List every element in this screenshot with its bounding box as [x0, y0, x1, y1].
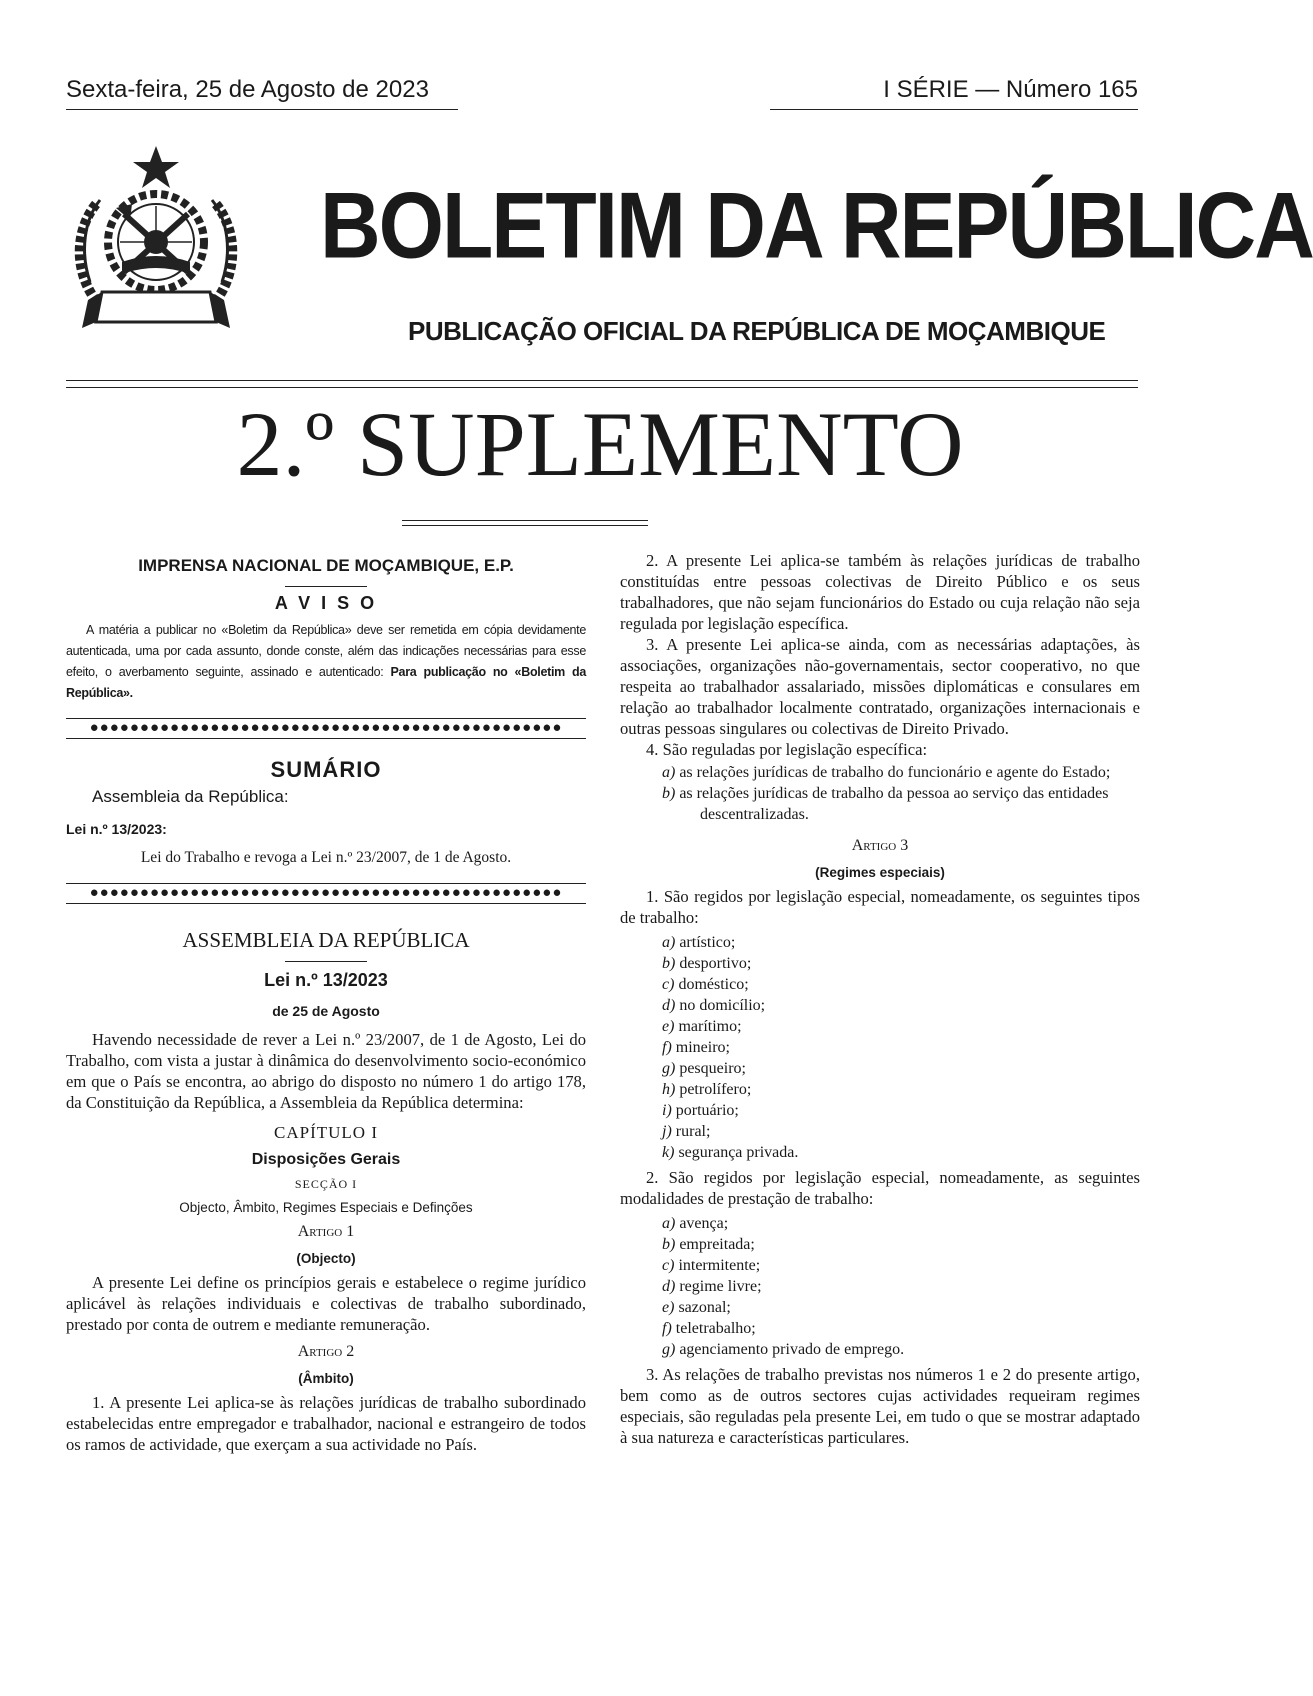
list-item: h) petrolífero; — [662, 1081, 752, 1098]
list-item: b) as relações jurídicas de trabalho da pessoa ao serviço das entidades descentralizadas. — [662, 785, 1109, 823]
notice-bold: Para publicação no «Boletim da República». — [66, 665, 586, 700]
law-date: de 25 de Agosto — [272, 1003, 380, 1019]
masthead-title: BOLETIM DA REPÚBLICA — [320, 172, 1313, 278]
article-number: Artigo 1 — [297, 1223, 355, 1240]
list-item: f) teletrabalho; — [662, 1320, 756, 1337]
article-heading: (Objecto) — [296, 1251, 356, 1266]
summary-law-description: Lei do Trabalho e revoga a Lei n.º 23/2007, de 1 de Agosto. — [140, 849, 512, 866]
list-item: k) segurança privada. — [662, 1144, 799, 1161]
list-item: d) regime livre; — [662, 1278, 762, 1295]
summary-law-number: Lei n.º 13/2023: — [66, 821, 167, 837]
preamble: Havendo necessidade de rever a Lei n.º 23/2007, de 1 de Agosto, Lei do Trabalho, com vista a justar à dinâmica do desenvolvimento socio-económico em que o País se encontra, ao abrigo do disposto no número 1 do artigo 178, da Constituição da República, a Assembleia da República determina: — [66, 1030, 586, 1112]
list-item: c) intermitente; — [662, 1257, 761, 1274]
article-paragraph: 3. A presente Lei aplica-se ainda, com as necessárias adaptações, às associações, organizações não-governamentais, sector cooperativo, no que respeita ao trabalhador assalariado, missões diplomáticas e consulares em relação ao trabalhador localmente contratado, organizações internacionais e outras pessoas singulares ou colectivas de Direito Privado. — [620, 635, 1140, 738]
notice-body: A matéria a publicar no «Boletim da República» deve ser remetida em cópia devidamente autenticada, uma por cada assunto, donde conste, além das indicações necessárias para esse efeito, o averbamento seguinte, assinado e autenticado: — [66, 623, 586, 679]
header-divider — [66, 380, 1138, 388]
national-emblem-icon — [66, 142, 246, 340]
divider — [285, 586, 367, 587]
list-item: e) sazonal; — [662, 1299, 731, 1316]
article-heading: (Regimes especiais) — [815, 865, 945, 880]
article-number: Artigo 2 — [297, 1343, 355, 1360]
section-title: Objecto, Âmbito, Regimes Especiais e Definções — [179, 1200, 473, 1215]
list-item: a) avença; — [662, 1215, 729, 1232]
list — [620, 762, 1140, 825]
law-title: Lei n.º 13/2023 — [264, 970, 388, 990]
right-column — [620, 550, 1140, 1448]
dot-divider: ●●●●●●●●●●●●●●●●●●●●●●●●●●●●●●●●●●●●●●●●●●●●●●● — [66, 718, 586, 739]
list-item: j) rural; — [662, 1123, 711, 1140]
article-paragraph: 3. As relações de trabalho previstas nos números 1 e 2 do presente artigo, bem como as de outros sectores cujas actividades requeiram regimes especiais, são reguladas pela presente Lei, em tudo o que se mostrar adaptado à sua natureza e características particulares. — [620, 1365, 1140, 1447]
issue-date: Sexta-feira, 25 de Agosto de 2023 — [66, 76, 458, 110]
summary-assembly: Assembleia da República: — [92, 787, 289, 806]
article-paragraph: 4. São reguladas por legislação específica: — [646, 740, 928, 759]
chapter-title: Disposições Gerais — [251, 1151, 401, 1168]
list-item: a) as relações jurídicas de trabalho do funcionário e agente do Estado; — [662, 764, 1111, 781]
list-item: e) marítimo; — [662, 1018, 742, 1035]
article-paragraph: 1. São regidos por legislação especial, nomeadamente, os seguintes tipos de trabalho: — [620, 887, 1140, 927]
list — [620, 932, 1140, 1163]
supplement-divider — [402, 520, 648, 526]
list-item: i) portuário; — [662, 1102, 739, 1119]
list-item: g) pesqueiro; — [662, 1060, 746, 1077]
article-text: A presente Lei define os princípios gerais e estabelece o regime jurídico aplicável às relações individuais e colectivas de trabalho subordinado, prestado por conta de outrem e mediante remuneração. — [66, 1273, 586, 1334]
left-column — [66, 550, 586, 1455]
list-item: b) empreitada; — [662, 1236, 755, 1253]
list-item: f) mineiro; — [662, 1039, 730, 1056]
chapter-heading: CAPÍTULO I — [274, 1123, 378, 1142]
list-item: d) no domicílio; — [662, 997, 766, 1014]
supplement-title: 2.º SUPLEMENTO — [236, 393, 964, 495]
dot-divider: ●●●●●●●●●●●●●●●●●●●●●●●●●●●●●●●●●●●●●●●●●●●●●●● — [66, 883, 586, 904]
section-heading: ASSEMBLEIA DA REPÚBLICA — [182, 928, 470, 952]
notice-title: A V I S O — [274, 593, 378, 613]
summary-title: SUMÁRIO — [270, 757, 382, 782]
publisher-name: IMPRENSA NACIONAL DE MOÇAMBIQUE, E.P. — [138, 556, 514, 575]
list-item: g) agenciamento privado de emprego. — [662, 1341, 905, 1358]
article-paragraph: 2. A presente Lei aplica-se também às relações jurídicas de trabalho constituídas entre pessoas colectivas de Direito Público e os seus trabalhadores, que não sejam funcionários do Estado ou cuja relação não seja regulada por legislação específica. — [620, 551, 1140, 633]
article-paragraph: 2. São regidos por legislação especial, nomeadamente, as seguintes modalidades de prestação de trabalho: — [620, 1168, 1140, 1208]
list — [620, 1213, 1140, 1360]
divider — [285, 961, 367, 962]
issue-number: I SÉRIE — Número 165 — [770, 76, 1138, 110]
article-number: Artigo 3 — [851, 837, 909, 854]
list-item: b) desportivo; — [662, 955, 752, 972]
notice-text — [66, 620, 586, 704]
article-text: 1. A presente Lei aplica-se às relações jurídicas de trabalho subordinado estabelecidas entre empregador e trabalhador, nacional e estrangeiro de todos os ramos de actividade, que exerçam a sua actividade no País. — [66, 1393, 586, 1454]
list-item: c) doméstico; — [662, 976, 749, 993]
masthead-subtitle: PUBLICAÇÃO OFICIAL DA REPÚBLICA DE MOÇAMBIQUE — [408, 316, 1106, 346]
list-item: a) artístico; — [662, 934, 736, 951]
article-heading: (Âmbito) — [298, 1371, 354, 1386]
section-number: SECÇÃO I — [294, 1177, 358, 1191]
